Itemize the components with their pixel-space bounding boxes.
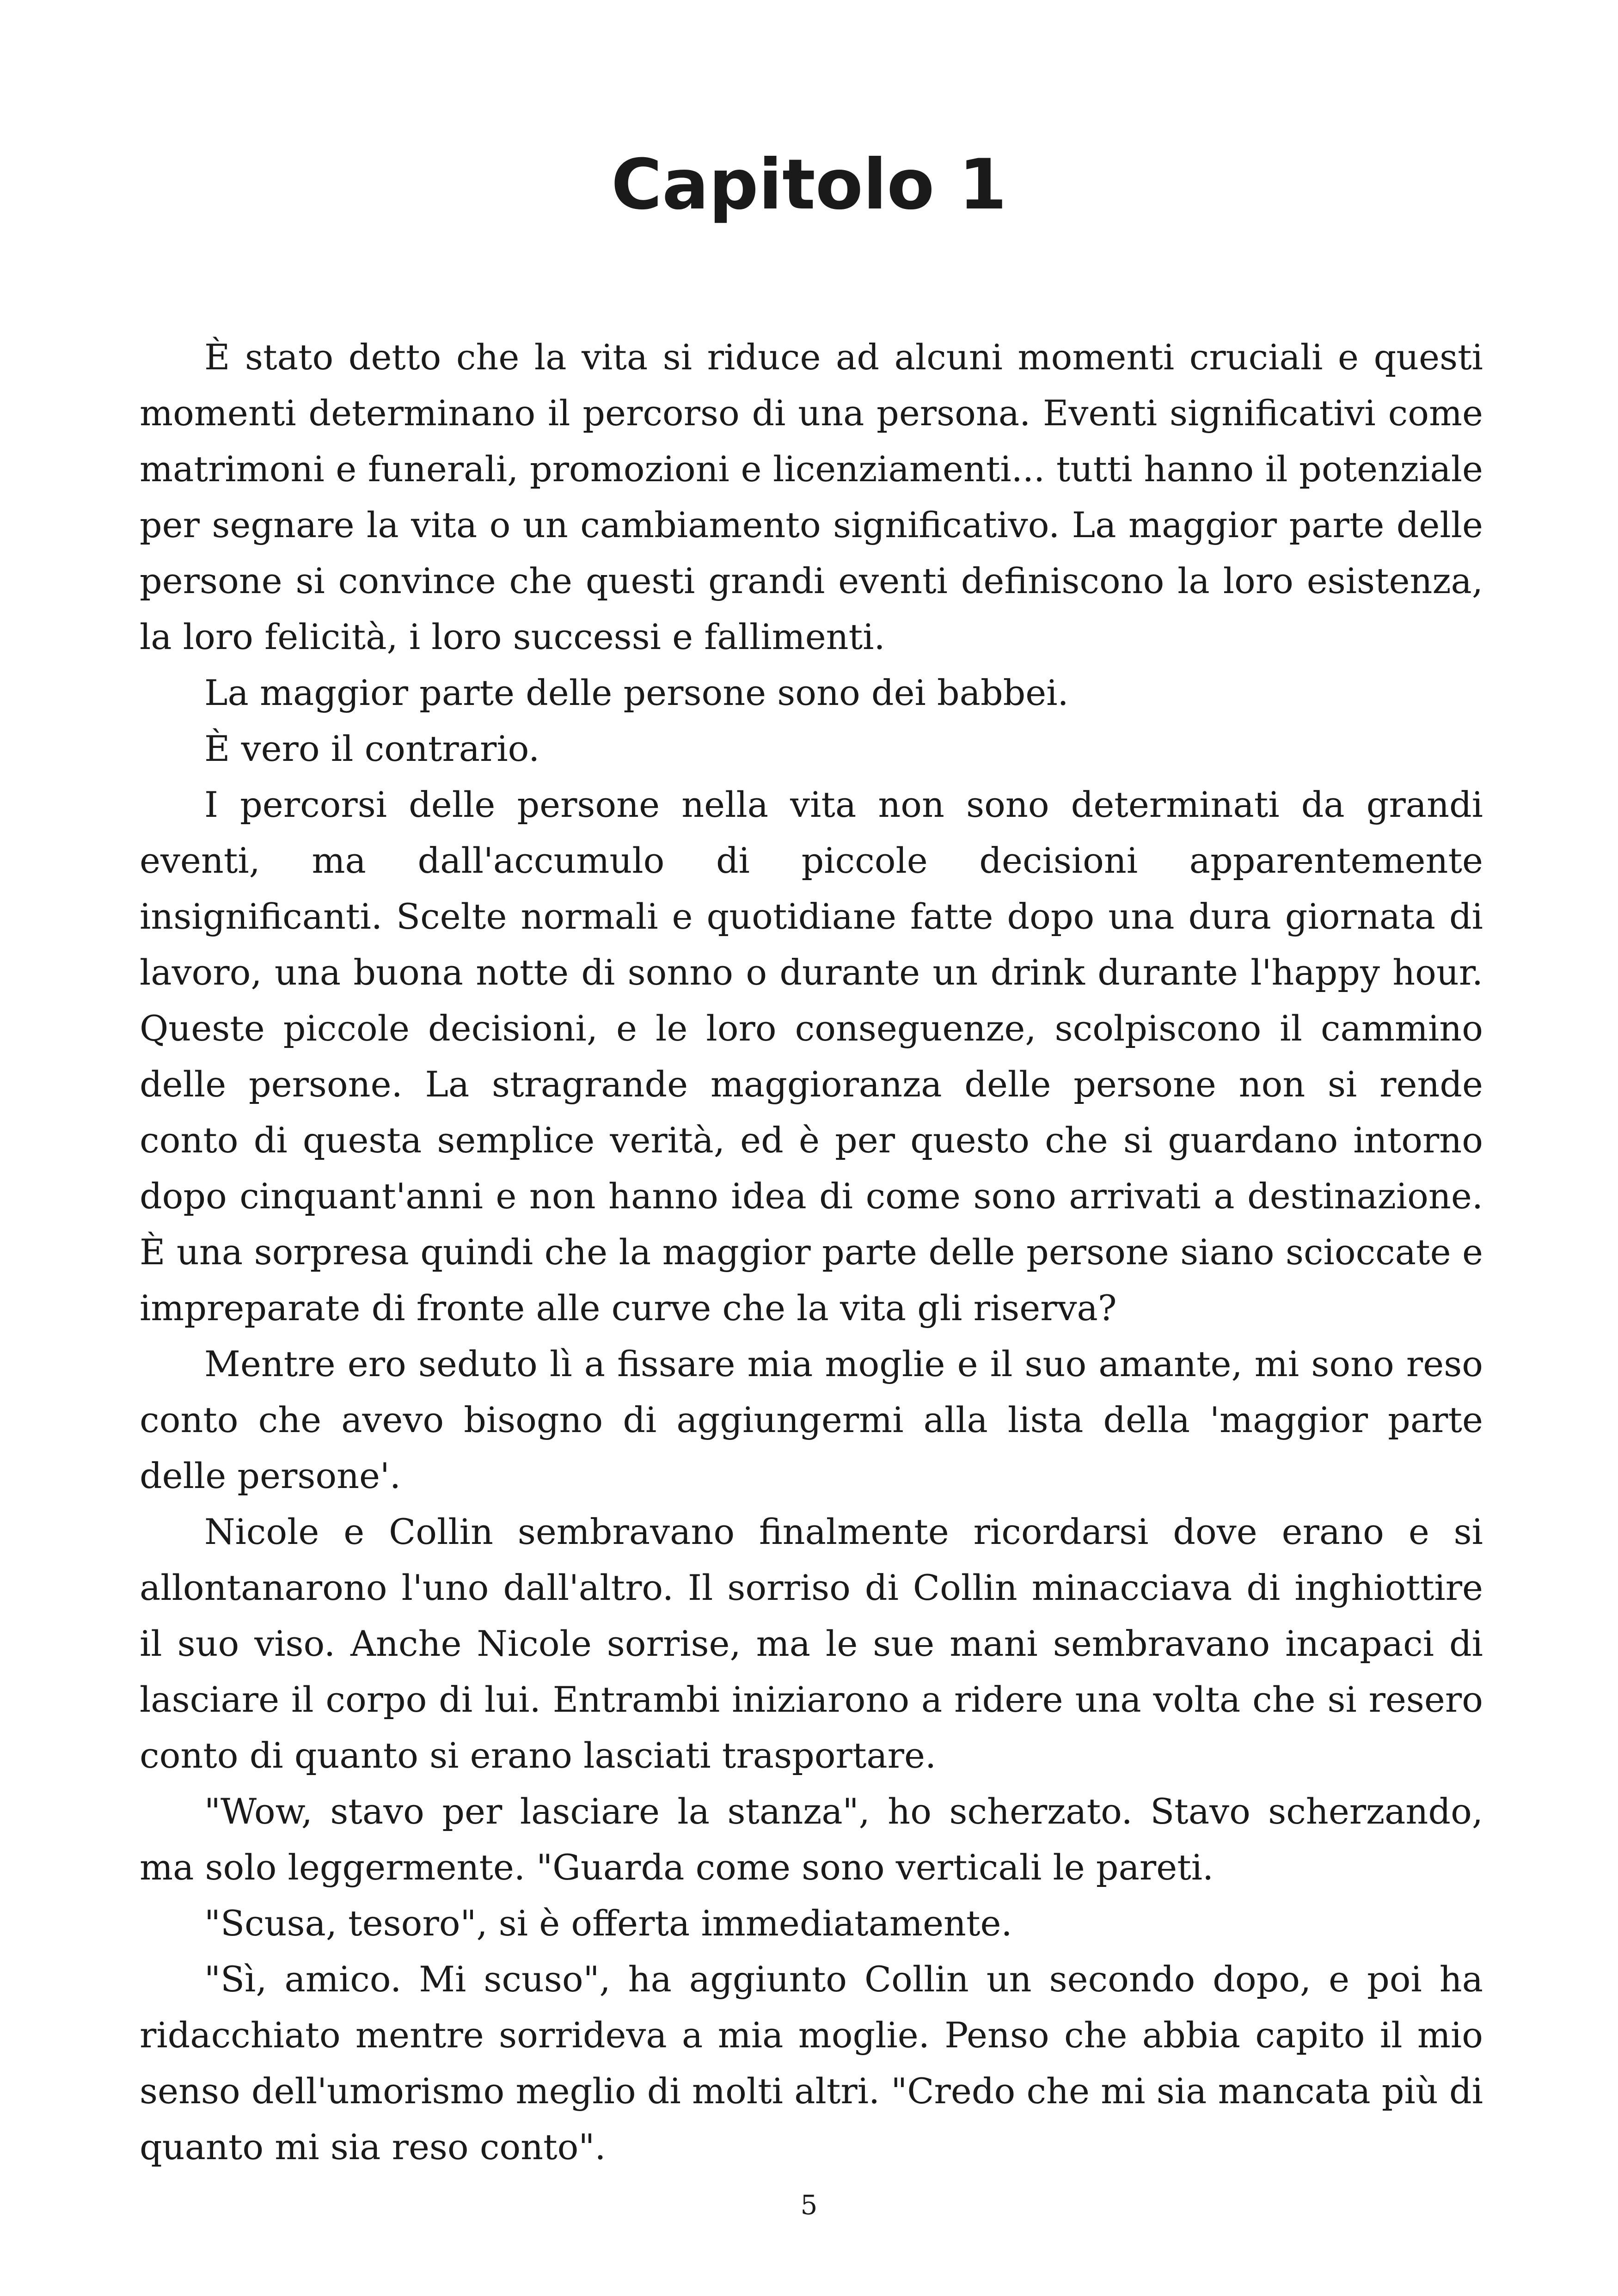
chapter-body [140, 329, 1483, 2175]
chapter-title: Capitolo 1 [611, 145, 1007, 225]
paragraph: Nicole e Collin sembravano finalmente ricordarsi dove erano e si allontanarono l'uno dall'altro. Il sorriso di Collin minacciava di inghiottire il suo viso. Anche Nicole sorrise, ma le sue mani sembravano incapaci di lasciare il corpo di lui. Entrambi iniziarono a ridere una volta che si resero conto di quanto si erano lasciati trasportare. [140, 1511, 1483, 1776]
paragraph: È stato detto che la vita si riduce ad alcuni momenti cruciali e questi momenti determinano il percorso di una persona. Eventi significativi come matrimoni e funerali, promozioni e licenziamenti... tutti hanno il potenziale per segnare la vita o un cambiamento significativo. La maggior parte delle persone si convince che questi grandi eventi definiscono la loro esistenza, la loro felicità, i loro successi e fallimenti. [140, 337, 1483, 657]
paragraph: "Sì, amico. Mi scuso", ha aggiunto Collin un secondo dopo, e poi ha ridacchiato mentre sorrideva a mia moglie. Penso che abbia capito il mio senso dell'umorismo meglio di molti altri. "Credo che mi sia mancata più di quanto mi sia reso conto". [140, 1959, 1483, 2167]
paragraph: I percorsi delle persone nella vita non sono determinati da grandi eventi, ma dall'accumulo di piccole decisioni apparentemente insignificanti. Scelte normali e quotidiane fatte dopo una dura giornata di lavoro, una buona notte di sonno o durante un drink durante l'happy hour. Queste piccole decisioni, e le loro conseguenze, scolpiscono il cammino delle persone. La stragrande maggioranza delle persone non si rende conto di questa semplice verità, ed è per questo che si guardano intorno dopo cinquant'anni e non hanno idea di come sono arrivati a destinazione. È una sorpresa quindi che la maggior parte delle persone siano scioccate e impreparate di fronte alle curve che la vita gli riserva? [140, 784, 1483, 1329]
paragraph: Mentre ero seduto lì a fissare mia moglie e il suo amante, mi sono reso conto che avevo bisogno di aggiungermi alla lista della 'maggior parte delle persone'. [140, 1343, 1483, 1496]
paragraph: È vero il contrario. [204, 728, 540, 769]
page-number: 5 [800, 2189, 818, 2221]
paragraph: La maggior parte delle persone sono dei babbei. [204, 672, 1069, 713]
paragraph: "Wow, stavo per lasciare la stanza", ho scherzato. Stavo scherzando, ma solo leggermente. "Guarda come sono verticali le pareti. [140, 1791, 1483, 1888]
paragraph: "Scusa, tesoro", si è offerta immediatamente. [204, 1903, 1012, 1944]
